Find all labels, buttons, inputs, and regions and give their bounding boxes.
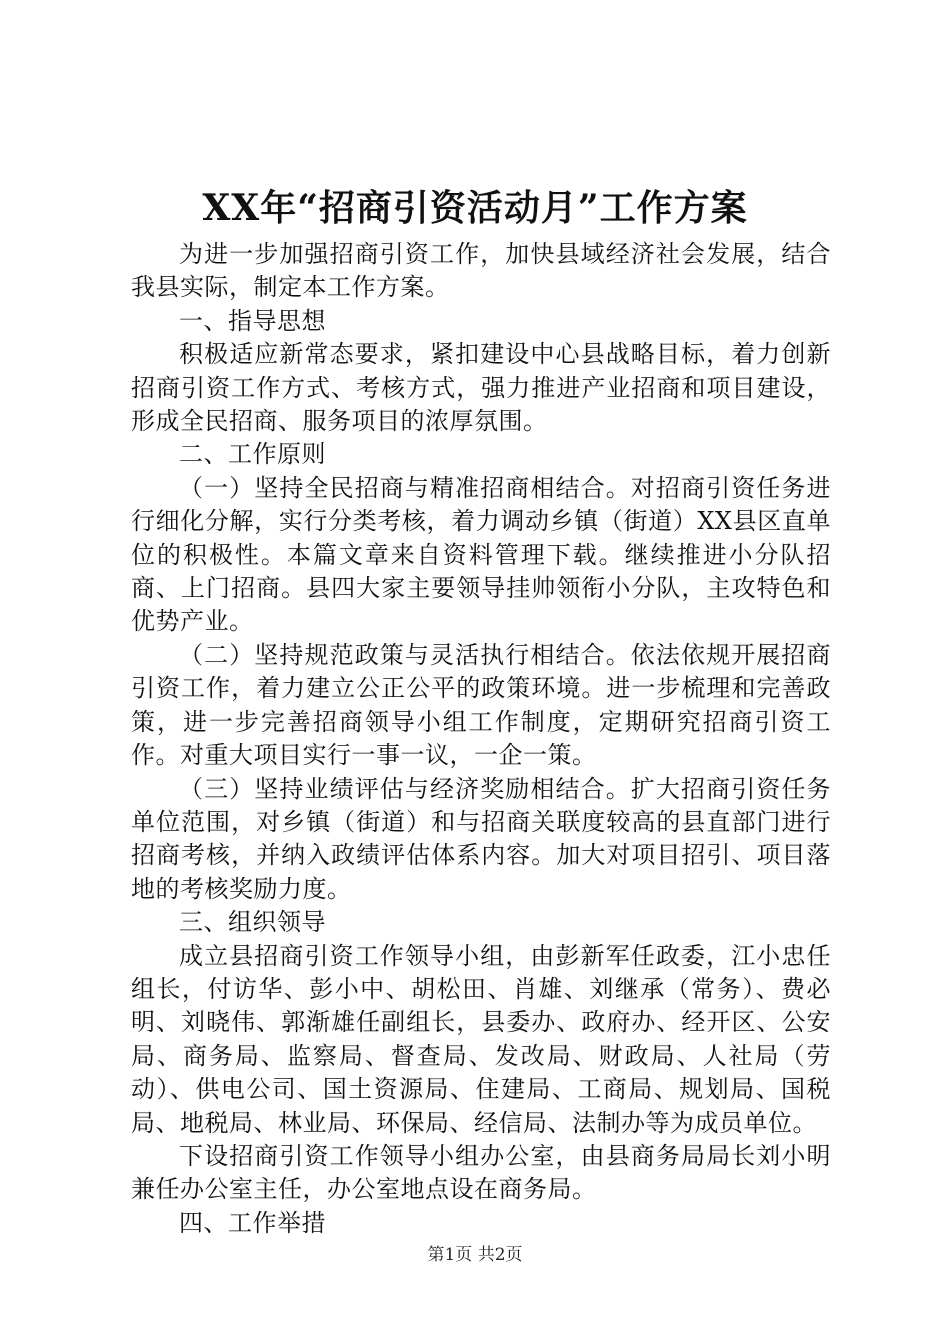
principle-1-paragraph: （一）坚持全民招商与精准招商相结合。对招商引资任务进行细化分解，实行分类考核，着力调动乡镇（街道）XX县区直单位的积极性。本篇文章来自资料管理下载。继续推进小分队招商、上门招商。县四大家主要领导挂帅领衔小分队，主攻特色和优势产业。 [131,473,831,636]
section-heading-guiding-ideology: 一、指导思想 [179,306,326,335]
page-number: 第1页 共2页 [427,1245,523,1265]
leadership-group-paragraph: 成立县招商引资工作领导小组，由彭新军任政委，江小忠任组长，付访华、彭小中、胡松田、肖雄、刘继承（常务）、费必明、刘晓伟、郭渐雄任副组长，县委办、政府办、经开区、公安局、商务局、监察局、督查局、发改局、财政局、人社局（劳动）、供电公司、国土资源局、住建局、工商局、规划局、国税局、地税局、林业局、环保局、经信局、法制办等为成员单位。 [131,941,831,1137]
principle-2-paragraph: （二）坚持规范政策与灵活执行相结合。依法依规开展招商引资工作，着力建立公正公平的政策环境。进一步梳理和完善政策，进一步完善招商领导小组工作制度，定期研究招商引资工作。对重大项目实行一事一议，一企一策。 [131,640,831,770]
section-heading-work-principles: 二、工作原则 [179,440,326,469]
document-title: XX年“招商引资活动月”工作方案 [202,187,748,229]
section-heading-measures: 四、工作举措 [179,1208,326,1237]
section-heading-leadership: 三、组织领导 [179,908,326,937]
intro-paragraph: 为进一步加强招商引资工作，加快县域经济社会发展，结合我县实际，制定本工作方案。 [131,240,831,302]
principle-3-paragraph: （三）坚持业绩评估与经济奖励相结合。扩大招商引资任务单位范围，对乡镇（街道）和与招商关联度较高的县直部门进行招商考核，并纳入政绩评估体系内容。加大对项目招引、项目落地的考核奖励力度。 [131,774,831,903]
document-body [131,238,831,1240]
guiding-ideology-paragraph: 积极适应新常态要求，紧扣建设中心县战略目标，着力创新招商引资工作方式、考核方式，强力推进产业招商和项目建设，形成全民招商、服务项目的浓厚氛围。 [131,340,831,436]
office-paragraph: 下设招商引资工作领导小组办公室，由县商务局局长刘小明兼任办公室主任，办公室地点设在商务局。 [131,1141,831,1204]
page-footer [0,1244,950,1266]
